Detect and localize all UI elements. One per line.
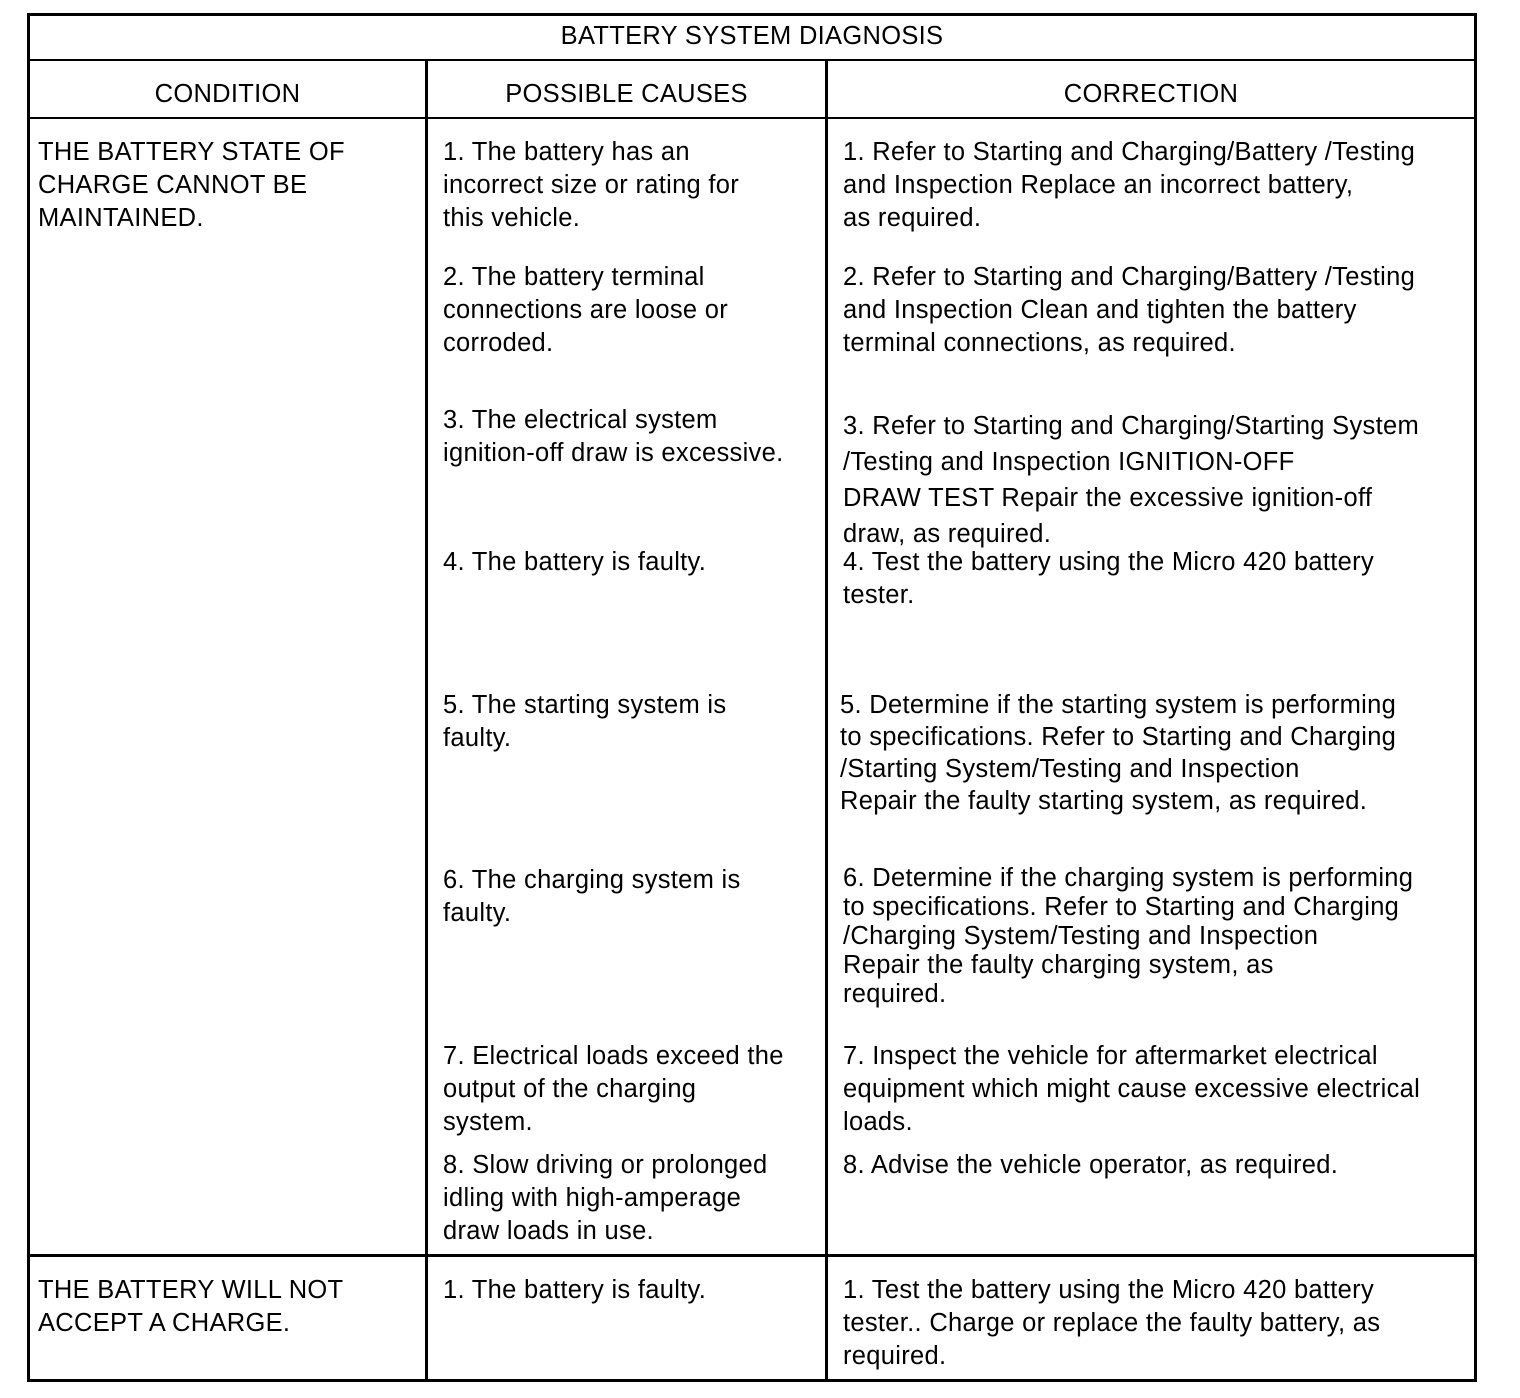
cause-item: 4. The battery is faulty. <box>443 548 707 576</box>
cause-item: 3. The electrical system ignition-off draw is excessive. <box>443 406 784 467</box>
correction-item: 1. Test the battery using the Micro 420 battery tester.. Charge or replace the faulty battery, as required. <box>843 1276 1381 1370</box>
header-possible-causes: POSSIBLE CAUSES <box>505 80 748 108</box>
cause-item: 5. The starting system is faulty. <box>443 691 727 752</box>
cause-item: 6. The charging system is faulty. <box>443 866 741 927</box>
border-right <box>1474 13 1477 1382</box>
cause-item: 1. The battery has an incorrect size or rating for this vehicle. <box>443 138 740 232</box>
correction-item: 6. Determine if the charging system is performing to specifications. Refer to Starting and Charging /Charging System/Testing and Inspection Repair the faulty charging system, as required. <box>843 864 1414 1008</box>
header-condition: CONDITION <box>154 80 301 108</box>
condition-cell: THE BATTERY STATE OF CHARGE CANNOT BE MAINTAINED. <box>38 138 345 232</box>
border-bottom <box>27 1379 1477 1382</box>
rule-between-rows <box>27 1254 1477 1257</box>
correction-item: 1. Refer to Starting and Charging/Battery /Testing and Inspection Replace an incorrect battery, as required. <box>843 138 1416 232</box>
correction-item: 2. Refer to Starting and Charging/Battery /Testing and Inspection Clean and tighten the battery terminal connections, as required. <box>843 263 1416 357</box>
correction-item: 8. Advise the vehicle operator, as required. <box>843 1151 1339 1179</box>
correction-item: 3. Refer to Starting and Charging/Starting System /Testing and Inspection IGNITION-OFF DRAW TEST Repair the excessive ignition-off draw, as required. <box>843 412 1419 548</box>
border-left <box>27 13 30 1382</box>
correction-item: 5. Determine if the starting system is performing to specifications. Refer to Starting and Charging /Starting System/Testing and Inspection Repair the faulty starting system, as required. <box>840 691 1397 815</box>
column-divider-2 <box>825 60 828 1382</box>
border-top <box>27 13 1477 16</box>
cause-item: 2. The battery terminal connections are loose or corroded. <box>443 263 729 357</box>
cause-item: 1. The battery is faulty. <box>443 1276 707 1304</box>
rule-under-title <box>27 59 1477 61</box>
rule-under-headers <box>27 117 1477 119</box>
table-title: BATTERY SYSTEM DIAGNOSIS <box>560 22 944 50</box>
correction-item: 7. Inspect the vehicle for aftermarket electrical equipment which might cause excessive electrical loads. <box>843 1042 1421 1136</box>
column-divider-1 <box>425 60 428 1382</box>
header-correction: CORRECTION <box>1063 80 1239 108</box>
cause-item: 7. Electrical loads exceed the output of the charging system. <box>443 1042 784 1136</box>
correction-item: 4. Test the battery using the Micro 420 battery tester. <box>843 548 1374 609</box>
cause-item: 8. Slow driving or prolonged idling with high-amperage draw loads in use. <box>443 1151 768 1245</box>
condition-cell: THE BATTERY WILL NOT ACCEPT A CHARGE. <box>38 1276 344 1337</box>
